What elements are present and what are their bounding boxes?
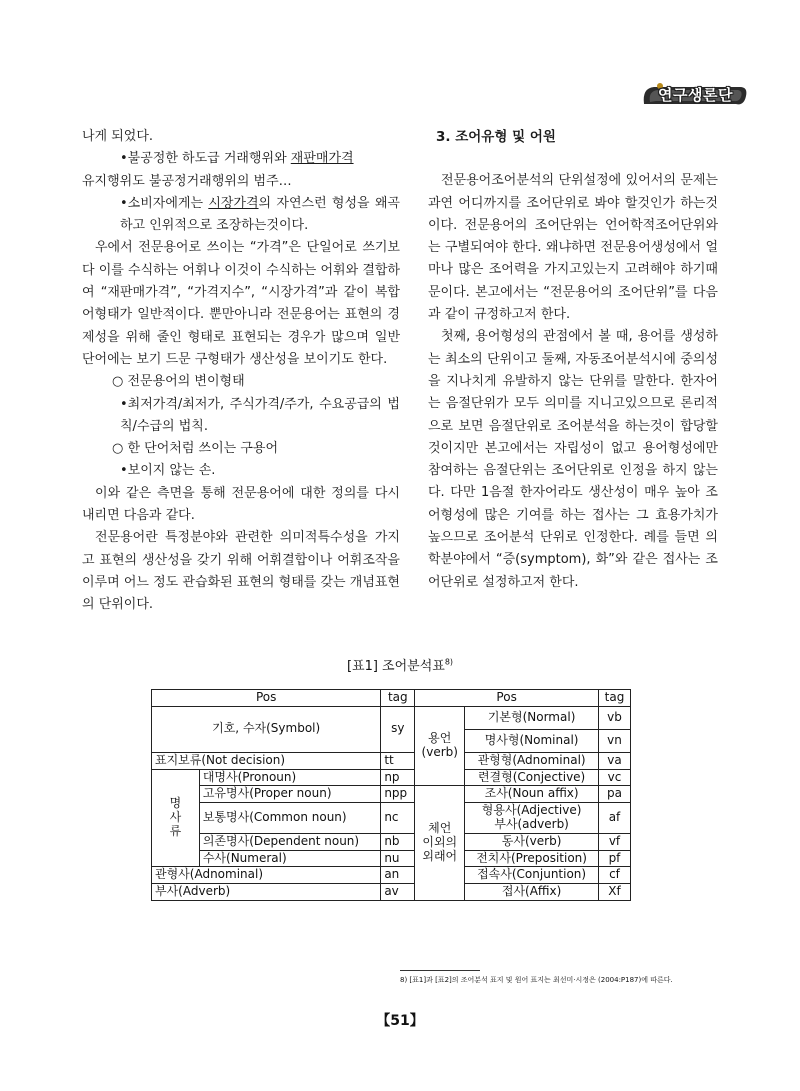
table-cell: vf (598, 833, 630, 850)
table-cell: 전치사(Preposition) (465, 850, 599, 867)
example-line: •불공정한 하도급 거래행위와 재판매가격 (120, 151, 354, 167)
right-column (428, 126, 718, 594)
word-formation-table (151, 689, 631, 901)
table-cell: 의존명사(Dependent noun) (199, 833, 380, 850)
table-cell: 수사(Numeral) (199, 850, 380, 867)
table-row (152, 884, 631, 901)
table-row (152, 850, 631, 867)
left-column (82, 126, 400, 617)
table-cell: tt (381, 752, 415, 769)
table-cell: an (381, 867, 415, 884)
page-number: 【51】 (376, 1013, 424, 1029)
underlined-term: 재판매가격 (290, 151, 354, 167)
paragraph: 전문용어란 특정분야와 관련한 의미적특수성을 가지고 표현의 생산성을 갖기 위해 어휘결합이나 어휘조작을 이루며 어느 정도 관습화된 표현의 형태를 갖는 개념표현의 단위이다. (82, 530, 400, 613)
group-cell: 용언 (verb) (415, 706, 465, 786)
bullet-heading: ○ 한 단어처럼 쓰이는 구용어 (112, 441, 279, 457)
table-cell: cf (598, 867, 630, 884)
table-cell: np (381, 769, 415, 786)
table-cell: 련결형(Conjective) (465, 769, 599, 786)
section-title: 3. 조어유형 및 어원 (436, 129, 556, 145)
table-header: tag (381, 690, 415, 707)
table-cell: 관형형(Adnominal) (465, 752, 599, 769)
table-cell: av (381, 884, 415, 901)
table-header: Pos (415, 690, 599, 707)
table-cell: vc (598, 769, 630, 786)
table-cell: 고유명사(Proper noun) (199, 786, 380, 803)
table-cell: sy (381, 706, 415, 752)
table-header: tag (598, 690, 630, 707)
table-cell: 형용사(Adjective) 부사(adverb) (465, 803, 599, 834)
logo-text: 연구생론단 (658, 86, 733, 104)
example-line: 유지행위도 불공정거래행위의 범주… (82, 173, 292, 189)
table-cell: 보통명사(Common noun) (199, 803, 380, 834)
paragraph: 첫째, 용어형성의 관점에서 볼 때, 용어를 생성하는 최소의 단위이고 둘째, 자동조어분석시에 중의성을 지나치게 유발하지 않는 단위를 말한다. 한자어는 음절단위가 모두 의미를 지니고있으므로 론리적으로 보면 음절단위로 조어분석을 하는것이 합당할것이지만 본고에서는 자립성이 없고 용어형성에만 참여하는 음절단위는 조어단위로 인정을 하지 않는다. 다만 1음절 한자어라도 생산성이 매우 높아 조어형성에 많은 기여를 하는 접사는 그 효용가치가 높으므로 조어분석 단위로 인정한다. 례를 들면 의학분야에서 “증(symptom), 화”와 같은 접사는 조어단위로 설정하고저 한다. (428, 329, 718, 590)
table-row (152, 706, 631, 729)
bullet-heading: ○ 전문용어의 변이형태 (112, 374, 245, 390)
table-cell: 접속사(Conjuntion) (465, 867, 599, 884)
table-cell: vn (598, 729, 630, 752)
paragraph: 전문용어조어분석의 단위설정에 있어서의 문제는 과연 어디까지를 조어단위로 봐야 할것인가 하는것이다. 전문용어의 조어단위는 언어학적조어단위와는 구별되여야 한다. 왜냐하면 전문용어생성에서 얼마나 많은 조어력을 가지고있는지 고려해야 하기때문이다. 본고에서는 “전문용어의 조어단위”를 다음과 같이 규정하고저 한다. (428, 173, 718, 323)
table-cell: Xf (598, 884, 630, 901)
table-cell: vb (598, 706, 630, 729)
underlined-term: 시장가격 (208, 195, 259, 211)
table-cell: nb (381, 833, 415, 850)
table-cell: 명사형(Nominal) (465, 729, 599, 752)
journal-logo (640, 82, 750, 108)
table-cell: 기본형(Normal) (465, 706, 599, 729)
table-cell: 표지보류(Not decision) (152, 752, 381, 769)
paragraph: 이와 같은 측면을 통해 전문용어에 대한 정의를 다시 내리면 다음과 같다. (82, 485, 400, 524)
table-caption: [표1] 조어분석표$^{8)}$ (346, 657, 454, 674)
footnote: 8) [표1]과 [표2]의 조어분석 표지 및 원어 표지는 최선미·시정은 (2004:P187)에 따른다. (400, 976, 673, 984)
table-row (152, 867, 631, 884)
table-cell: 대명사(Pronoun) (199, 769, 380, 786)
footnote-divider (400, 970, 480, 971)
example-line: •최저가격/최저가, 주식가격/주가, 수요공급의 법칙/수급의 법칙. (120, 396, 400, 434)
group-cell: 명 사 류 (152, 769, 200, 867)
table-row (152, 769, 631, 786)
example-line: •소비자에게는 시장가격의 자연스런 형성을 왜곡하고 인위적으로 조장하는것이다. (120, 195, 400, 234)
table-cell: npp (381, 786, 415, 803)
table-header: Pos (152, 690, 381, 707)
table-row (152, 833, 631, 850)
table-cell: pa (598, 786, 630, 803)
example-line: •보이지 않는 손. (120, 463, 216, 479)
group-cell: 체언 이외의 외래어 (415, 786, 465, 901)
table-cell: va (598, 752, 630, 769)
table-cell: 조사(Noun affix) (465, 786, 599, 803)
table-row (152, 752, 631, 769)
table-cell: 접사(Affix) (465, 884, 599, 901)
table-cell: nc (381, 803, 415, 834)
paragraph: 나게 되었다. (82, 129, 154, 144)
table-cell: 동사(verb) (465, 833, 599, 850)
table-cell: 관형사(Adnominal) (152, 867, 381, 884)
table-cell: 기호, 수자(Symbol) (152, 706, 381, 752)
table-header-row (152, 690, 631, 707)
table-cell: af (598, 803, 630, 834)
paragraph: 우에서 전문용어로 쓰이는 “가격”은 단일어로 쓰기보다 이를 수식하는 어휘나 이것이 수식하는 어휘와 결합하여 “재판매가격”, “가격지수”, “시장가격”과 같이 복합어형태가 일반적이다. 뿐만아니라 전문용어는 표현의 경제성을 위해 줄인 형태로 표현되는 경우가 많으며 일반 단어에는 보기 드문 구형태가 생산성을 보이기도 한다. (82, 240, 400, 367)
table-cell: 부사(Adverb) (152, 884, 381, 901)
table-cell: pf (598, 850, 630, 867)
table-row (152, 786, 631, 803)
table-cell: nu (381, 850, 415, 867)
table-row (152, 803, 631, 834)
